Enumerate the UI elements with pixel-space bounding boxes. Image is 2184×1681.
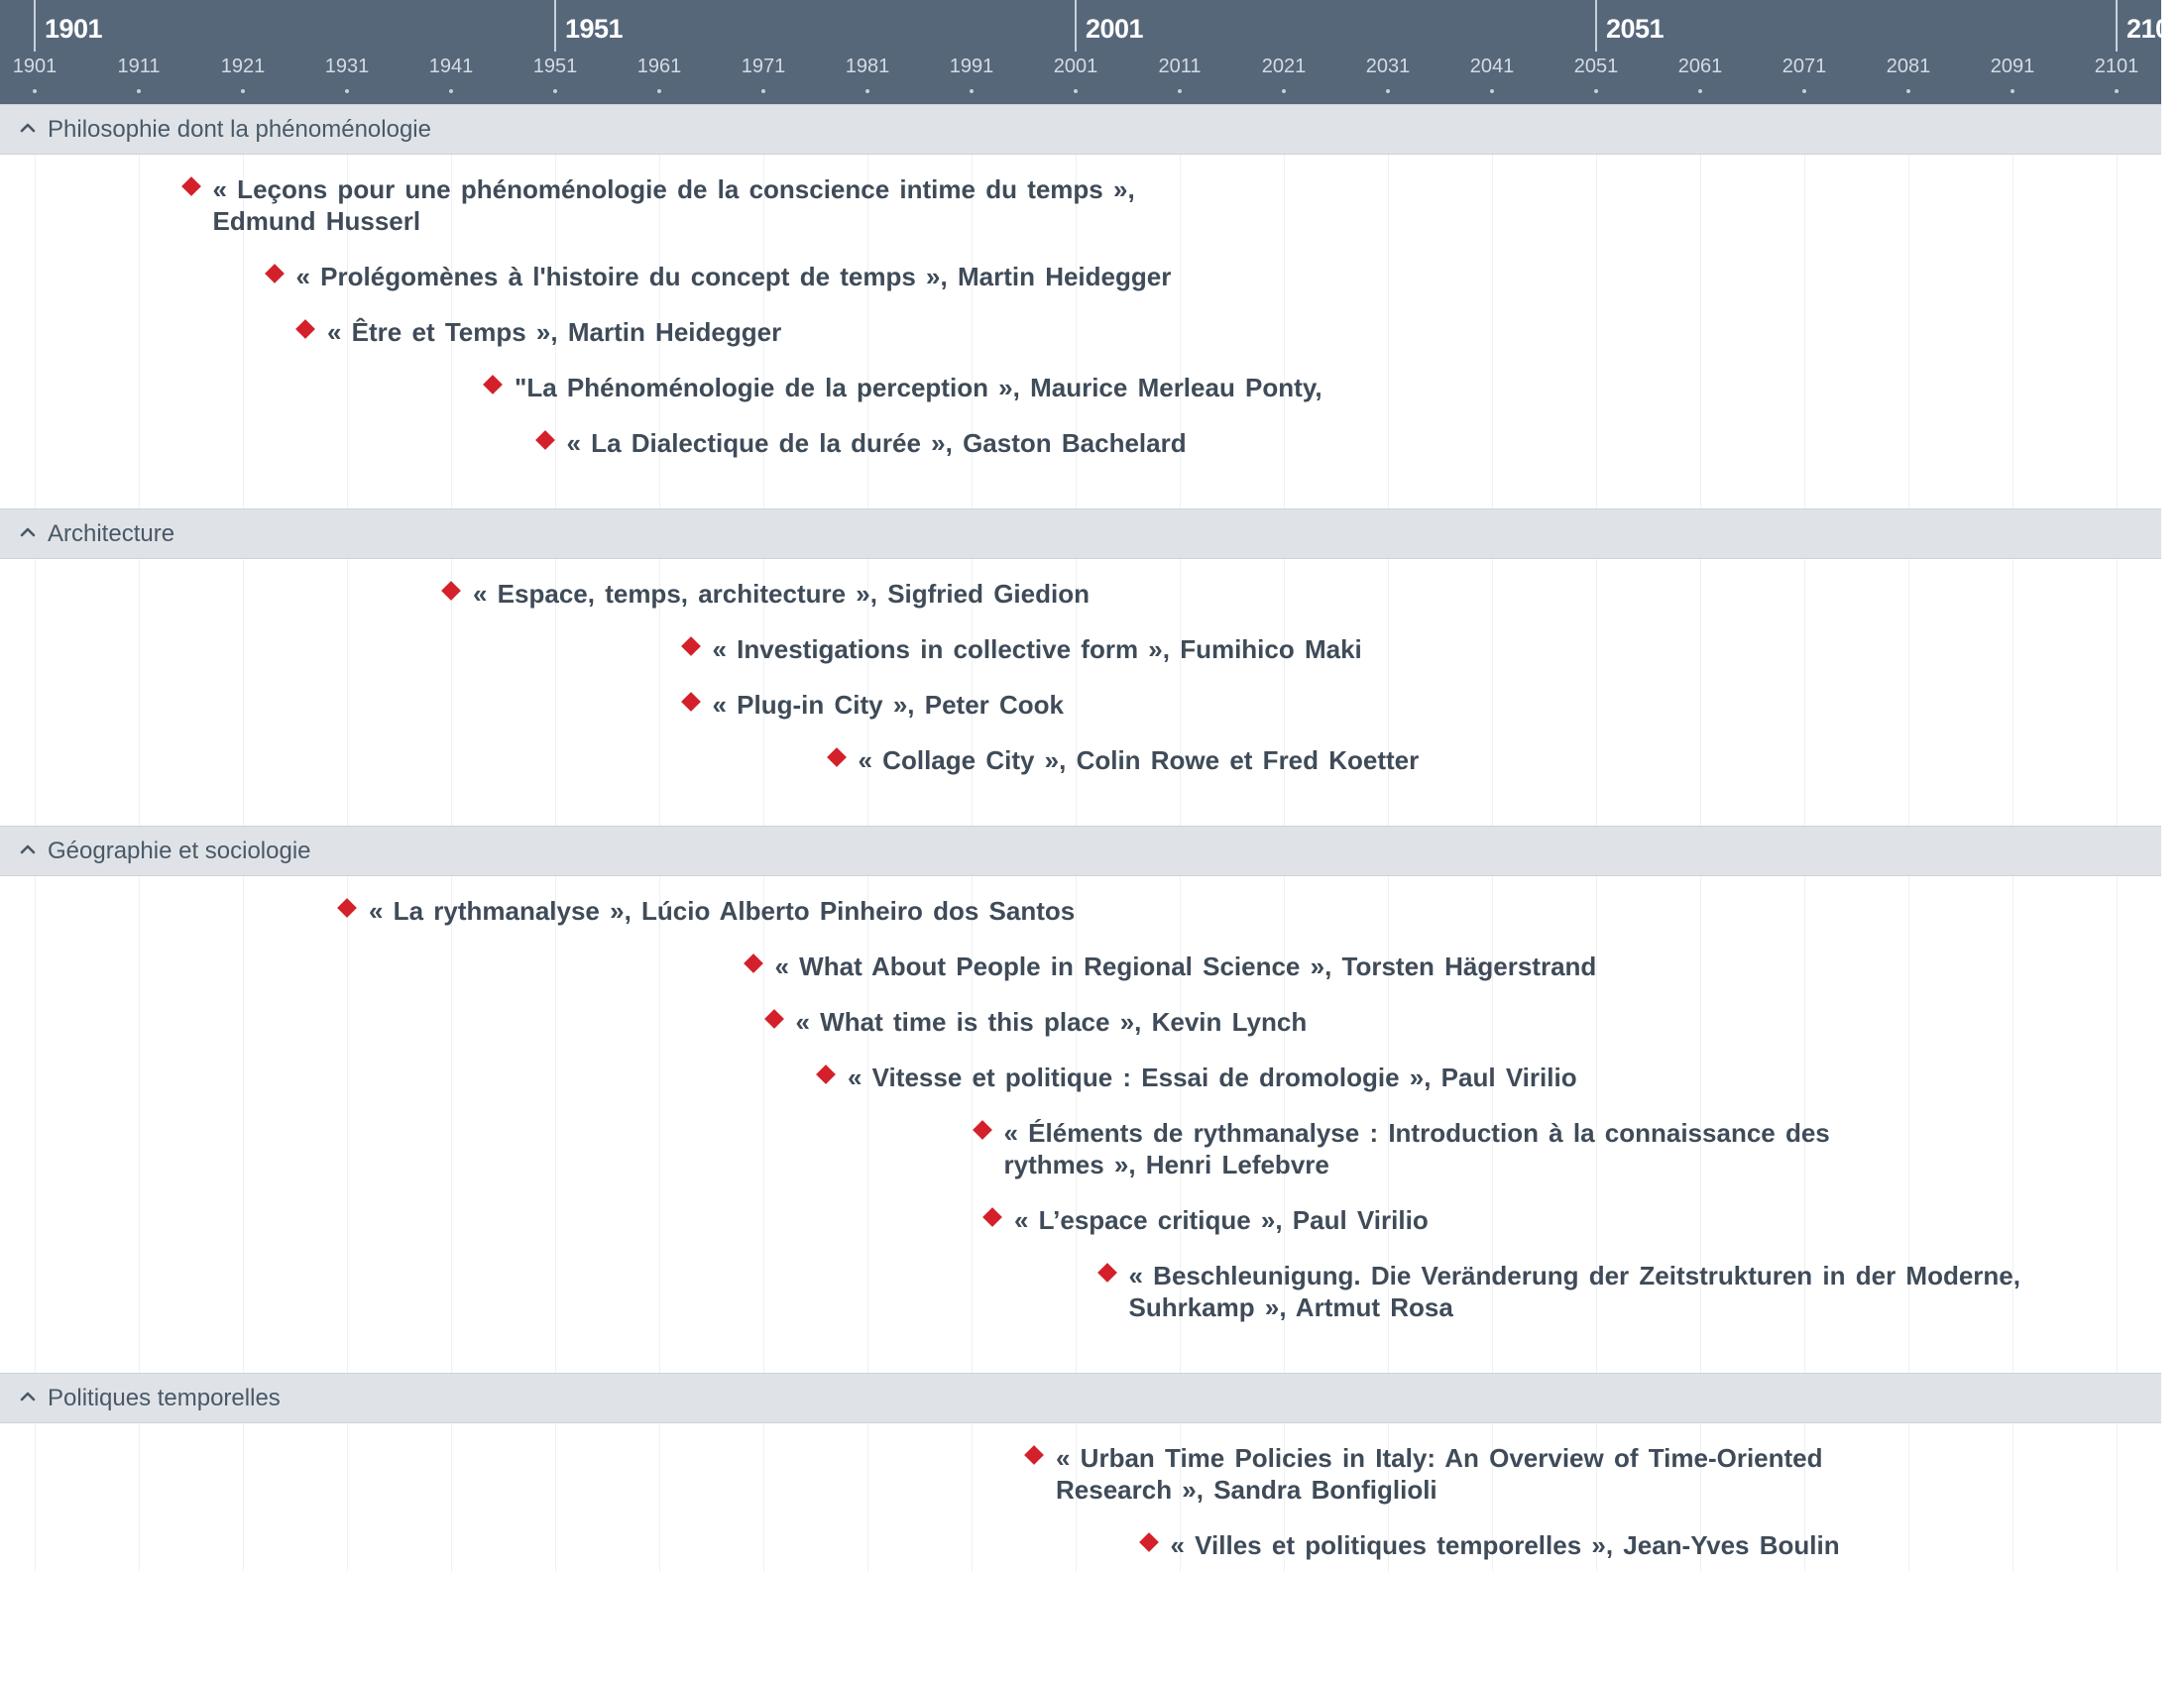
ruler-tick: [1490, 89, 1494, 93]
event-label-line: « Être et Temps », Martin Heidegger: [327, 317, 782, 347]
ruler-major-year: 2001: [1075, 0, 1143, 52]
event-label-line: « Prolégomènes à l'histoire du concept de temps », Martin Heidegger: [295, 262, 1172, 291]
event-label-line: Suhrkamp », Artmut Rosa: [1128, 1292, 1453, 1322]
category-title: Architecture: [48, 520, 175, 547]
event-label-line: "La Phénoménologie de la perception », Maurice Merleau Ponty,: [515, 373, 1322, 402]
event-label[interactable]: [213, 173, 1135, 237]
event-label[interactable]: [369, 895, 1075, 927]
ruler-minor-year: 2071: [1782, 56, 1827, 77]
event-label-line: « Investigations in collective form », Fumihico Maki: [712, 634, 1362, 664]
ruler-tick: [657, 89, 661, 93]
event-label-line: « Vitesse et politique : Essai de dromologie », Paul Virilio: [848, 1063, 1577, 1092]
ruler-tick: [761, 89, 765, 93]
ruler-minor-year: 1991: [949, 56, 994, 77]
category-band[interactable]: [0, 1373, 2161, 1423]
category-title: Philosophie dont la phénoménologie: [48, 116, 431, 143]
event-label-line: « La Dialectique de la durée », Gaston Bachelard: [566, 428, 1187, 458]
ruler-major-year: 1951: [554, 0, 623, 52]
event-label[interactable]: [775, 951, 1597, 982]
ruler-minor-year: 1931: [324, 56, 370, 77]
event-label-line: « L’espace critique », Paul Virilio: [1014, 1205, 1429, 1235]
ruler-tick: [2011, 89, 2014, 93]
event-label-line: rythmes », Henri Lefebvre: [1003, 1150, 1329, 1179]
ruler-minor-year: 2001: [1053, 56, 1098, 77]
ruler-minor-year: 2011: [1158, 56, 1202, 77]
ruler-minor-year: 1921: [220, 56, 266, 77]
ruler-minor-year: 2021: [1261, 56, 1307, 77]
event-label[interactable]: [713, 633, 1362, 665]
event-label-line: « Espace, temps, architecture », Sigfried Giedion: [473, 579, 1090, 609]
event-label[interactable]: [473, 578, 1090, 610]
ruler-tick: [1282, 89, 1286, 93]
event-label[interactable]: [1171, 1529, 1840, 1561]
event-label[interactable]: [859, 744, 1420, 776]
ruler-major-year: 2051: [1595, 0, 1664, 52]
category-band[interactable]: [0, 104, 2161, 155]
chevron-up-icon[interactable]: [19, 840, 37, 858]
event-label[interactable]: [296, 261, 1172, 292]
ruler-minor-year: 1911: [117, 56, 161, 77]
chevron-up-icon[interactable]: [19, 119, 37, 137]
event-label[interactable]: [515, 372, 1322, 403]
ruler-major-year: 1901: [34, 0, 102, 52]
ruler-tick: [2115, 89, 2119, 93]
ruler-minor-year: 1961: [636, 56, 682, 77]
ruler-minor-year: 1981: [845, 56, 890, 77]
category-title: Géographie et sociologie: [48, 838, 311, 864]
ruler-tick: [1906, 89, 1910, 93]
event-label-line: « What time is this place », Kevin Lynch: [795, 1007, 1308, 1037]
ruler-major-year: 2101: [2116, 0, 2184, 52]
event-label-line: « Collage City », Colin Rowe et Fred Koetter: [858, 745, 1420, 775]
event-label[interactable]: [1056, 1442, 1823, 1506]
event-label[interactable]: [1004, 1117, 1830, 1180]
event-label-line: « Urban Time Policies in Italy: An Overview of Time-Oriented: [1056, 1443, 1823, 1473]
event-label[interactable]: [327, 316, 781, 348]
ruler-minor-year: 2031: [1365, 56, 1411, 77]
category-title: Politiques temporelles: [48, 1385, 281, 1411]
ruler-minor-year: 1941: [428, 56, 474, 77]
event-label[interactable]: [1014, 1204, 1429, 1236]
ruler-tick: [970, 89, 974, 93]
ruler-minor-year: 2081: [1886, 56, 1931, 77]
ruler-tick: [33, 89, 37, 93]
event-label[interactable]: [713, 689, 1065, 721]
event-label-line: « Villes et politiques temporelles », Jean-Yves Boulin: [1170, 1530, 1840, 1560]
event-label[interactable]: [567, 427, 1187, 459]
category-band[interactable]: [0, 508, 2161, 559]
chevron-up-icon[interactable]: [19, 1388, 37, 1405]
ruler-minor-year: 2051: [1573, 56, 1619, 77]
event-label[interactable]: [1129, 1260, 2021, 1323]
ruler-tick: [449, 89, 453, 93]
event-label-line: Research », Sandra Bonfiglioli: [1056, 1475, 1437, 1505]
ruler-tick: [241, 89, 245, 93]
ruler-tick: [1178, 89, 1182, 93]
ruler-minor-year: 1971: [741, 56, 786, 77]
ruler-minor-year: 2101: [2094, 56, 2139, 77]
ruler-tick: [1802, 89, 1806, 93]
category-band[interactable]: [0, 826, 2161, 876]
event-label-line: « What About People in Regional Science », Torsten Hägerstrand: [774, 952, 1597, 981]
chevron-up-icon[interactable]: [19, 523, 37, 541]
ruler-tick: [1074, 89, 1078, 93]
ruler-tick: [137, 89, 141, 93]
event-label[interactable]: [848, 1062, 1577, 1093]
ruler-minor-year: 1901: [12, 56, 57, 77]
event-label-line: « Beschleunigung. Die Veränderung der Zeitstrukturen in der Moderne,: [1128, 1261, 2020, 1290]
ruler-tick: [865, 89, 869, 93]
event-label-line: « Éléments de rythmanalyse : Introduction à la connaissance des: [1003, 1118, 1830, 1148]
ruler-tick: [553, 89, 557, 93]
event-label[interactable]: [796, 1006, 1308, 1038]
ruler-minor-year: 2041: [1469, 56, 1515, 77]
ruler-tick: [345, 89, 349, 93]
ruler-minor-year: 1951: [532, 56, 578, 77]
ruler-minor-year: 2061: [1677, 56, 1723, 77]
event-label-line: « La rythmanalyse », Lúcio Alberto Pinheiro dos Santos: [369, 896, 1076, 926]
ruler-tick: [1698, 89, 1702, 93]
ruler-tick: [1594, 89, 1598, 93]
event-label-line: Edmund Husserl: [212, 206, 421, 236]
event-label-line: « Leçons pour une phénoménologie de la conscience intime du temps »,: [212, 174, 1135, 204]
time-ruler[interactable]: [0, 0, 2184, 104]
ruler-minor-year: 2091: [1990, 56, 2035, 77]
event-label-line: « Plug-in City », Peter Cook: [712, 690, 1065, 720]
ruler-tick: [1386, 89, 1390, 93]
